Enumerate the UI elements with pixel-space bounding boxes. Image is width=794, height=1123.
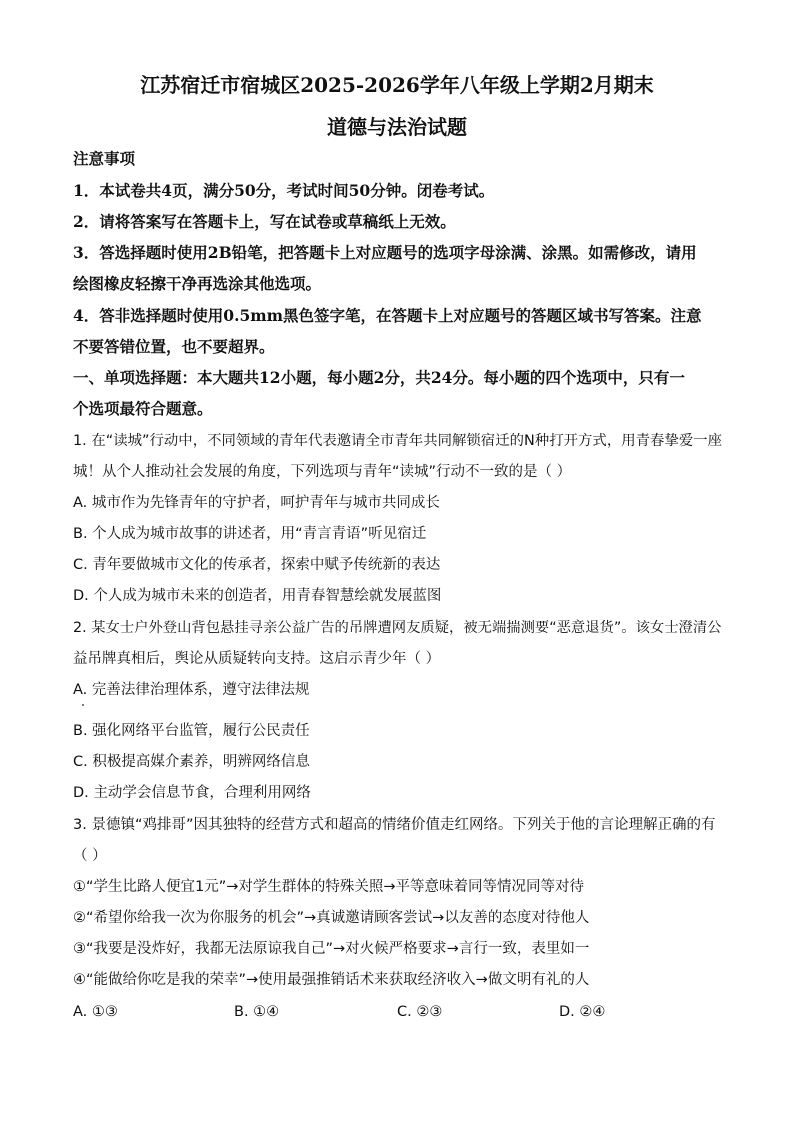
option-b: B. 个人成为城市故事的讲述者，用“青言青语”听见宿迁 [73,526,427,542]
statement: ④“能做给你吃是我的荣幸”→使用最强推销话术来获取经济收入→做文明有礼的人 [73,972,590,988]
exam-subtitle: 道德与法治试题 [327,115,467,139]
option-d: D. 个人成为城市未来的创造者，用青春智慧绘就发展蓝图 [73,588,442,604]
stray-mark [82,704,84,706]
option-b: B. 强化网络平台监管，履行公民责任 [73,723,310,739]
exam-title: 江苏宿迁市宿城区2025-2026学年八年级上学期2月期末 [140,73,654,97]
option-d: D. 主动学会信息节食，合理利用网络 [73,785,311,801]
choice-a: A. ①③ [73,1004,118,1020]
question-stem: 益吊牌真相后，舆论从质疑转向支持。这启示青少年（ ） [73,651,441,667]
question-stem: 城！从个人推动社会发展的角度，下列选项与青年“读城”行动不一致的是（ ） [73,464,572,480]
question-stem: 3. 景德镇“鸡排哥”因其独特的经营方式和超高的情绪价值走红网络。下列关于他的言论理解正确的有 [73,817,716,833]
section-heading: 一、单项选择题：本大题共12小题，每小题2分，共24分。每小题的四个选项中，只有一 [73,368,685,387]
notice-item: 2．请将答案写在答题卡上，写在试卷或草稿纸上无效。 [73,212,456,231]
notice-item: 不要答错位置，也不要超界。 [73,337,275,356]
option-a: A. 城市作为先锋青年的守护者，呵护青年与城市共同成长 [73,495,440,511]
question-stem: （ ） [73,848,107,864]
notice-item: 3．答选择题时使用2B铅笔，把答题卡上对应题号的选项字母涂满、涂黑。如需修改，请用 [73,243,697,262]
choice-c: C. ②③ [397,1004,443,1020]
section-heading: 个选项最符合题意。 [73,399,213,418]
option-a: A. 完善法律治理体系，遵守法律法规 [73,682,310,698]
statement: ①“学生比路人便宜1元”→对学生群体的特殊关照→平等意味着同等情况同等对待 [73,879,585,895]
option-c: C. 积极提高媒介素养，明辨网络信息 [73,754,310,770]
question-stem: 2. 某女士户外登山背包悬挂寻亲公益广告的吊牌遭网友质疑，被无端揣测要“恶意退货”。该女士澄清公 [73,620,722,636]
statement: ②“希望你给我一次为你服务的机会”→真诚邀请顾客尝试→以友善的态度对待他人 [73,910,590,926]
notice-item: 1．本试卷共4页，满分50分，考试时间50分钟。闭卷考试。 [73,181,495,200]
notice-item: 4．答非选择题时使用0.5mm黑色签字笔，在答题卡上对应题号的答题区域书写答案。注意 [73,306,702,325]
choice-b: B. ①④ [234,1004,280,1020]
question-stem: 1. 在“读城”行动中，不同领域的青年代表邀请全市青年共同解锁宿迁的N种打开方式，用青春挚爱一座 [73,433,723,449]
notice-item: 绘图橡皮轻擦干净再选涂其他选项。 [73,274,322,293]
notice-heading: 注意事项 [73,149,136,168]
choice-d: D. ②④ [559,1004,606,1020]
statement: ③“我要是没炸好，我都无法原谅我自己”→对火候严格要求→言行一致，表里如一 [73,941,590,957]
option-c: C. 青年要做城市文化的传承者，探索中赋予传统新的表达 [73,557,441,573]
